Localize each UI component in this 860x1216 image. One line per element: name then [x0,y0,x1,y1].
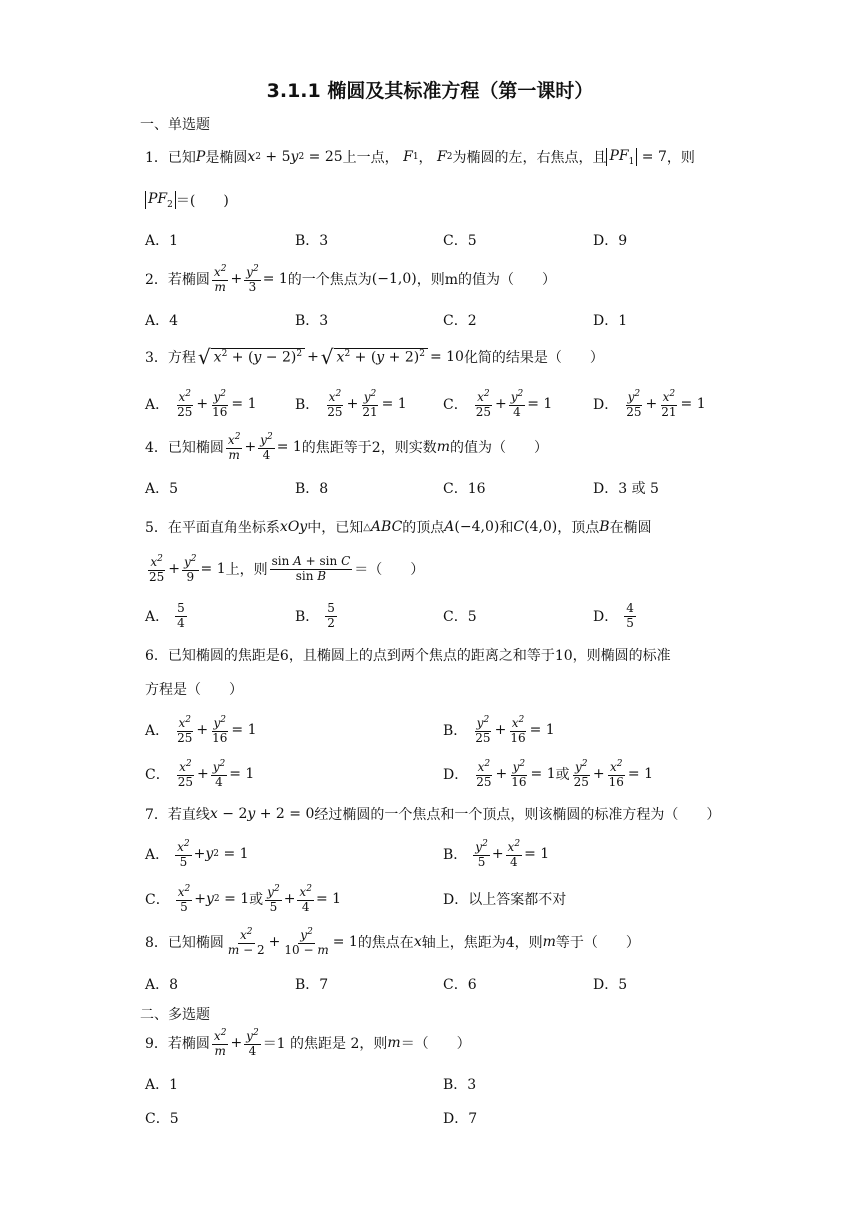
q1-option-a[interactable]: A．1 [145,233,179,249]
q6-option-c[interactable]: C． $\frac{x^2}{25}$ + $\frac{y^2}{4}$ = 1 [145,758,255,789]
q5-option-a[interactable]: A． $\frac{5}{4}$ [145,600,185,630]
q8-option-c[interactable]: C．6 [443,977,477,993]
q9-option-c[interactable]: C．5 [145,1111,179,1127]
q9-option-d[interactable]: D．7 [443,1111,478,1127]
question-3-options [145,386,745,422]
question-7-options-row-2 [145,881,745,917]
question-6-line-1: 6． 已知椭圆的焦距是6，且椭圆上的点到两个焦点的距离之和等于10，则椭圆的标准 [145,648,671,664]
question-4: 4． 已知椭圆 $\frac{x^2}{m}$ + $\frac{y^2}{4}$ = 1 的焦距等于2，则实数 m 的值为（ ） [145,431,548,462]
q4-option-d[interactable]: D．3 或 5 [593,481,659,497]
question-6-options-row-2 [145,756,745,792]
question-9-options-row-2 [145,1100,745,1136]
question-8: 8． 已知椭圆 $\frac{x^2}{m - 2}$ + $\frac{y^2}{10 - m}$ = 1 的焦点在 x 轴上，焦距为4，则 m 等于（ ） [145,926,640,957]
q9-option-b[interactable]: B．3 [443,1077,477,1093]
q2-option-a[interactable]: A．4 [145,313,179,329]
q4-option-c[interactable]: C．16 [443,481,486,497]
q7-option-c[interactable]: C． $\frac{x^2}{5}$ + y 2 = 1 或 $\frac{y^2}{5}$ + $\frac{x^2}{4}$ = 1 [145,883,342,914]
q5-option-c[interactable]: C．5 [443,609,477,625]
question-1-line-1: 1． 已知 P 是椭圆 x 2 + 5 y 2 = 25 上一点， F 1 ， F 2 为椭圆的左，右焦点，且 $PF_1$ = 7 ，则 [145,147,695,167]
q5-option-b[interactable]: B． $\frac{5}{2}$ [295,600,335,630]
section-multi-choice: 二、多选题 [140,1007,210,1023]
q1-option-b[interactable]: B．3 [295,233,329,249]
question-9-options-row-1 [145,1066,745,1102]
q7-option-a[interactable]: A． $\frac{x^2}{5}$ + y 2 = 1 [145,838,249,869]
q1-option-d[interactable]: D．9 [593,233,628,249]
question-7: 7． 若直线 x − 2 y + 2 = 0 经过椭圆的一个焦点和一个顶点，则该椭圆的标准方程为（ ） [145,806,721,823]
q1-option-c[interactable]: C．5 [443,233,477,249]
question-5-options [145,598,745,634]
question-2: 2． 若椭圆 $\frac{x^2}{m}$ + $\frac{y^2}{3}$ = 1 的一个焦点为 (−1,0) ，则m的值为（ ） [145,263,556,294]
q6-option-d[interactable]: D． $\frac{x^2}{25}$ + $\frac{y^2}{16}$ = 1 或 $\frac{y^2}{25}$ + $\frac{x^2}{16}$ = 1 [443,758,654,789]
q2-option-d[interactable]: D．1 [593,313,628,329]
q4-option-b[interactable]: B．8 [295,481,329,497]
question-7-options-row-1 [145,836,745,872]
q9-option-a[interactable]: A．1 [145,1077,179,1093]
q7-option-d[interactable]: D．以上答案都不对 [443,892,567,908]
question-5-line-1: 5． 在平面直角坐标系 xOy 中，已知 △ ABC 的顶点 A (−4,0) 和 C (4,0) ，顶点 B 在椭圆 [145,519,652,536]
q8-option-a[interactable]: A．8 [145,977,179,993]
question-6-line-2: 方程是（ ） [145,682,243,698]
q8-option-b[interactable]: B．7 [295,977,329,993]
q2-option-c[interactable]: C．2 [443,313,477,329]
q7-option-b[interactable]: B． $\frac{y^2}{5}$ + $\frac{x^2}{4}$ = 1 [443,838,550,869]
question-1-line-2: $PF_2$ ＝( ) [145,183,229,217]
q6-option-b[interactable]: B． $\frac{y^2}{25}$ + $\frac{x^2}{16}$ = 1 [443,714,555,745]
q3-option-a[interactable]: A． $\frac{x^2}{25}$ + $\frac{y^2}{16}$ = 1 [145,388,257,419]
question-5-line-2: $\frac{x^2}{25}$ + $\frac{y^2}{9}$ = 1 上，则 $\frac{\text{sin A + sin C}}{\text{sin B}}$ ＝（ ） [149,553,425,584]
q5-option-d[interactable]: D． $\frac{4}{5}$ [593,600,634,630]
question-8-options [145,966,745,1002]
question-2-options [145,302,745,338]
q8-option-d[interactable]: D．5 [593,977,628,993]
question-3: 3． 方程 √ $x^2 + (y - 2)^2$ + √ $x^2 + (y + 2)^2$ = 10 化简的结果是（ ） [145,345,604,369]
q3-option-b[interactable]: B． $\frac{x^2}{25}$ + $\frac{y^2}{21}$ = 1 [295,388,407,419]
q3-option-d[interactable]: D． $\frac{y^2}{25}$ + $\frac{x^2}{21}$ = 1 [593,388,706,419]
question-9: 9． 若椭圆 $\frac{x^2}{m}$ + $\frac{y^2}{4}$ ＝1 的焦距是 2，则 m ＝（ ） [145,1027,471,1058]
q6-option-a[interactable]: A． $\frac{x^2}{25}$ + $\frac{y^2}{16}$ = 1 [145,714,257,745]
page-title: 3.1.1 椭圆及其标准方程（第一课时） [266,80,594,102]
question-6-options-row-1 [145,712,745,748]
question-4-options [145,470,745,506]
q4-option-a[interactable]: A．5 [145,481,179,497]
section-single-choice: 一、单选题 [140,117,210,133]
q3-option-c[interactable]: C． $\frac{x^2}{25}$ + $\frac{y^2}{4}$ = 1 [443,388,553,419]
q2-option-b[interactable]: B．3 [295,313,329,329]
question-1-options [145,222,745,258]
